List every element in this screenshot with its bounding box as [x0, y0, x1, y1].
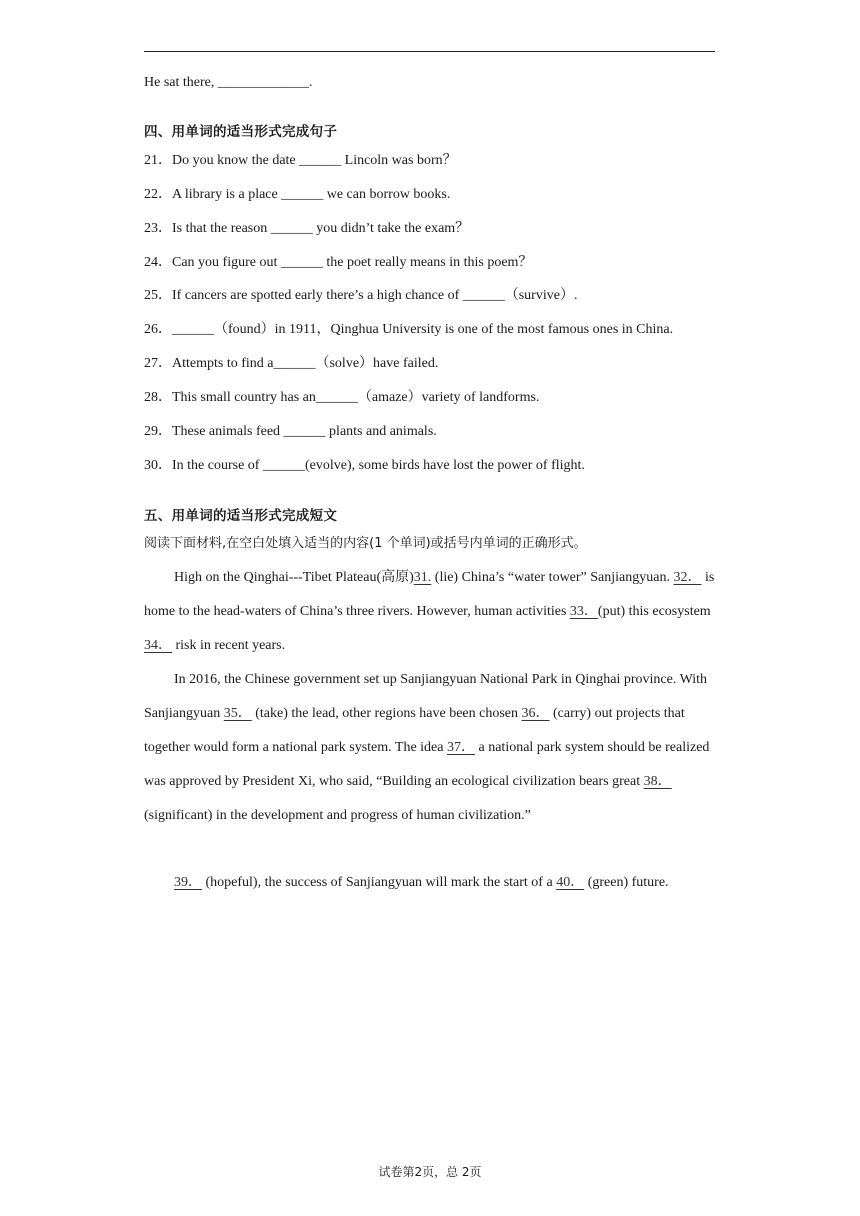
- p1-text-4: (put) this ecosystem: [597, 604, 711, 619]
- header-rule: [144, 51, 715, 52]
- passage-paragraph-1: [144, 561, 724, 663]
- blank-31: 31.: [413, 570, 432, 585]
- question-22: 22．A library is a place ______ we can borrow books.: [144, 187, 451, 202]
- p1-text-2: (lie) China’s “water tower” Sanjiangyuan.: [431, 570, 674, 585]
- p2-text-1: In 2016, the Chinese government set up Sanjiangyuan National Park in Qinghai province. With Sanjiangyuan: [144, 672, 708, 721]
- blank-38: 38．: [643, 774, 672, 789]
- p3-text-1: (hopeful), the success of Sanjiangyuan will mark the start of a: [202, 875, 557, 890]
- blank-32: 32．: [673, 570, 702, 585]
- question-29: 29．These animals feed ______ plants and animals.: [144, 424, 437, 439]
- p2-text-5: (significant) in the development and progress of human civilization.”: [144, 808, 531, 823]
- section5-intro: 阅读下面材料,在空白处填入适当的内容(1 个单词)或括号内单词的正确形式。: [144, 536, 587, 551]
- blank-33: 33．: [569, 604, 598, 619]
- p2-text-3: (carry) out projects that together would form a national park system. The idea: [144, 706, 685, 755]
- p1-text-5: risk in recent years.: [172, 638, 286, 653]
- question-26: 26．______（found）in 1911，Qinghua University is one of the most famous ones in China.: [144, 322, 674, 337]
- blank-35: 35．: [223, 706, 252, 721]
- blank-36: 36．: [521, 706, 550, 721]
- question-28: 28．This small country has an______（amaze）variety of landforms.: [144, 390, 540, 405]
- question-30: 30．In the course of ______(evolve), some birds have lost the power of flight.: [144, 458, 585, 473]
- p2-text-4: a national park system should be realized was approved by President Xi, who said, “Building an ecological civilization bears great: [144, 740, 710, 789]
- question-25: 25．If cancers are spotted early there’s a high chance of ______（survive）.: [144, 288, 578, 303]
- page-footer: 试卷第2页，总 2页: [378, 1165, 482, 1179]
- passage-paragraph-2: [144, 663, 724, 833]
- p1-text-3: is home to the head-waters of China’s three rivers. However, human activities: [144, 570, 715, 619]
- p2-text-2: (take) the lead, other regions have been chosen: [251, 706, 522, 721]
- question-27: 27．Attempts to find a______（solve）have failed.: [144, 356, 439, 371]
- p3-text-2: (green) future.: [584, 875, 669, 890]
- p1-text-1: High on the Qinghai---Tibet Plateau(高原): [174, 570, 414, 585]
- top-line: He sat there, _____________.: [144, 75, 313, 90]
- section4-heading: 四、用单词的适当形式完成句子: [144, 124, 338, 140]
- blank-40: 40．: [556, 875, 585, 890]
- section5-heading: 五、用单词的适当形式完成短文: [144, 508, 338, 524]
- question-21: 21．Do you know the date ______ Lincoln was born？: [144, 153, 457, 168]
- question-24: 24．Can you figure out ______ the poet really means in this poem？: [144, 255, 533, 270]
- blank-39: 39．: [174, 875, 202, 890]
- blank-34: 34．: [144, 638, 172, 653]
- blank-37: 37．: [447, 740, 475, 755]
- passage-paragraph-3: [144, 866, 724, 900]
- question-23: 23．Is that the reason ______ you didn’t take the exam？: [144, 221, 470, 236]
